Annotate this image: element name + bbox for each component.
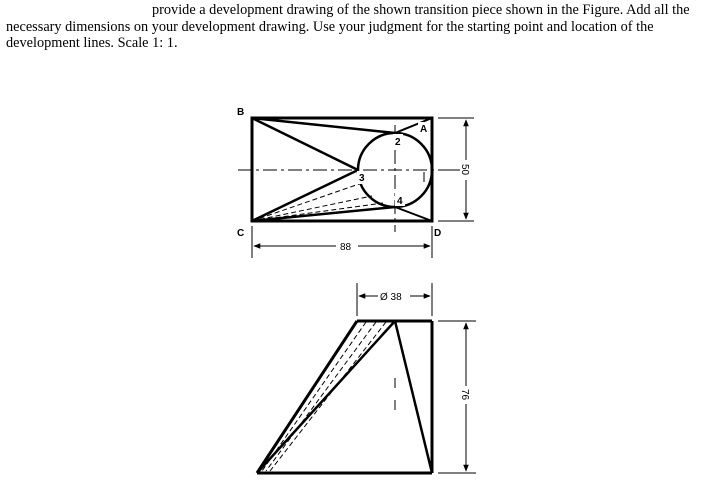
label-point-3: 3 [359, 173, 365, 184]
elevation-view [257, 283, 476, 473]
label-b: B [237, 107, 245, 118]
dimension-diameter-38: Ø 38 [380, 292, 402, 303]
dimension-50: 50 [459, 164, 470, 176]
elev-left-edge [257, 321, 357, 473]
problem-line-3: development lines. Scale 1: 1. [6, 35, 178, 51]
line-c-to-4 [252, 207, 395, 221]
line-b-to-2 [252, 118, 395, 133]
label-point-4: 4 [397, 196, 403, 207]
elev-dashed-1 [262, 322, 366, 471]
label-a: A [420, 124, 428, 135]
elev-line-apex-left [257, 321, 395, 473]
line-d-to-4 [395, 207, 432, 221]
line-b-to-3 [252, 118, 358, 170]
dashed-line-c-2 [252, 196, 372, 221]
dimension-88: 88 [340, 242, 352, 253]
problem-line-2: necessary dimensions on your development drawing. Use your judgment for the starting point and location of the [6, 18, 654, 35]
problem-line-1: provide a development drawing of the shown transition piece shown in the Figure. Add all the [152, 2, 690, 18]
label-c: C [237, 228, 245, 239]
elev-line-apex-right [395, 321, 432, 473]
dimension-76: 76 [459, 389, 470, 401]
label-point-2: 2 [395, 137, 401, 148]
label-d: D [434, 228, 442, 239]
elev-dashed-2 [266, 322, 376, 471]
